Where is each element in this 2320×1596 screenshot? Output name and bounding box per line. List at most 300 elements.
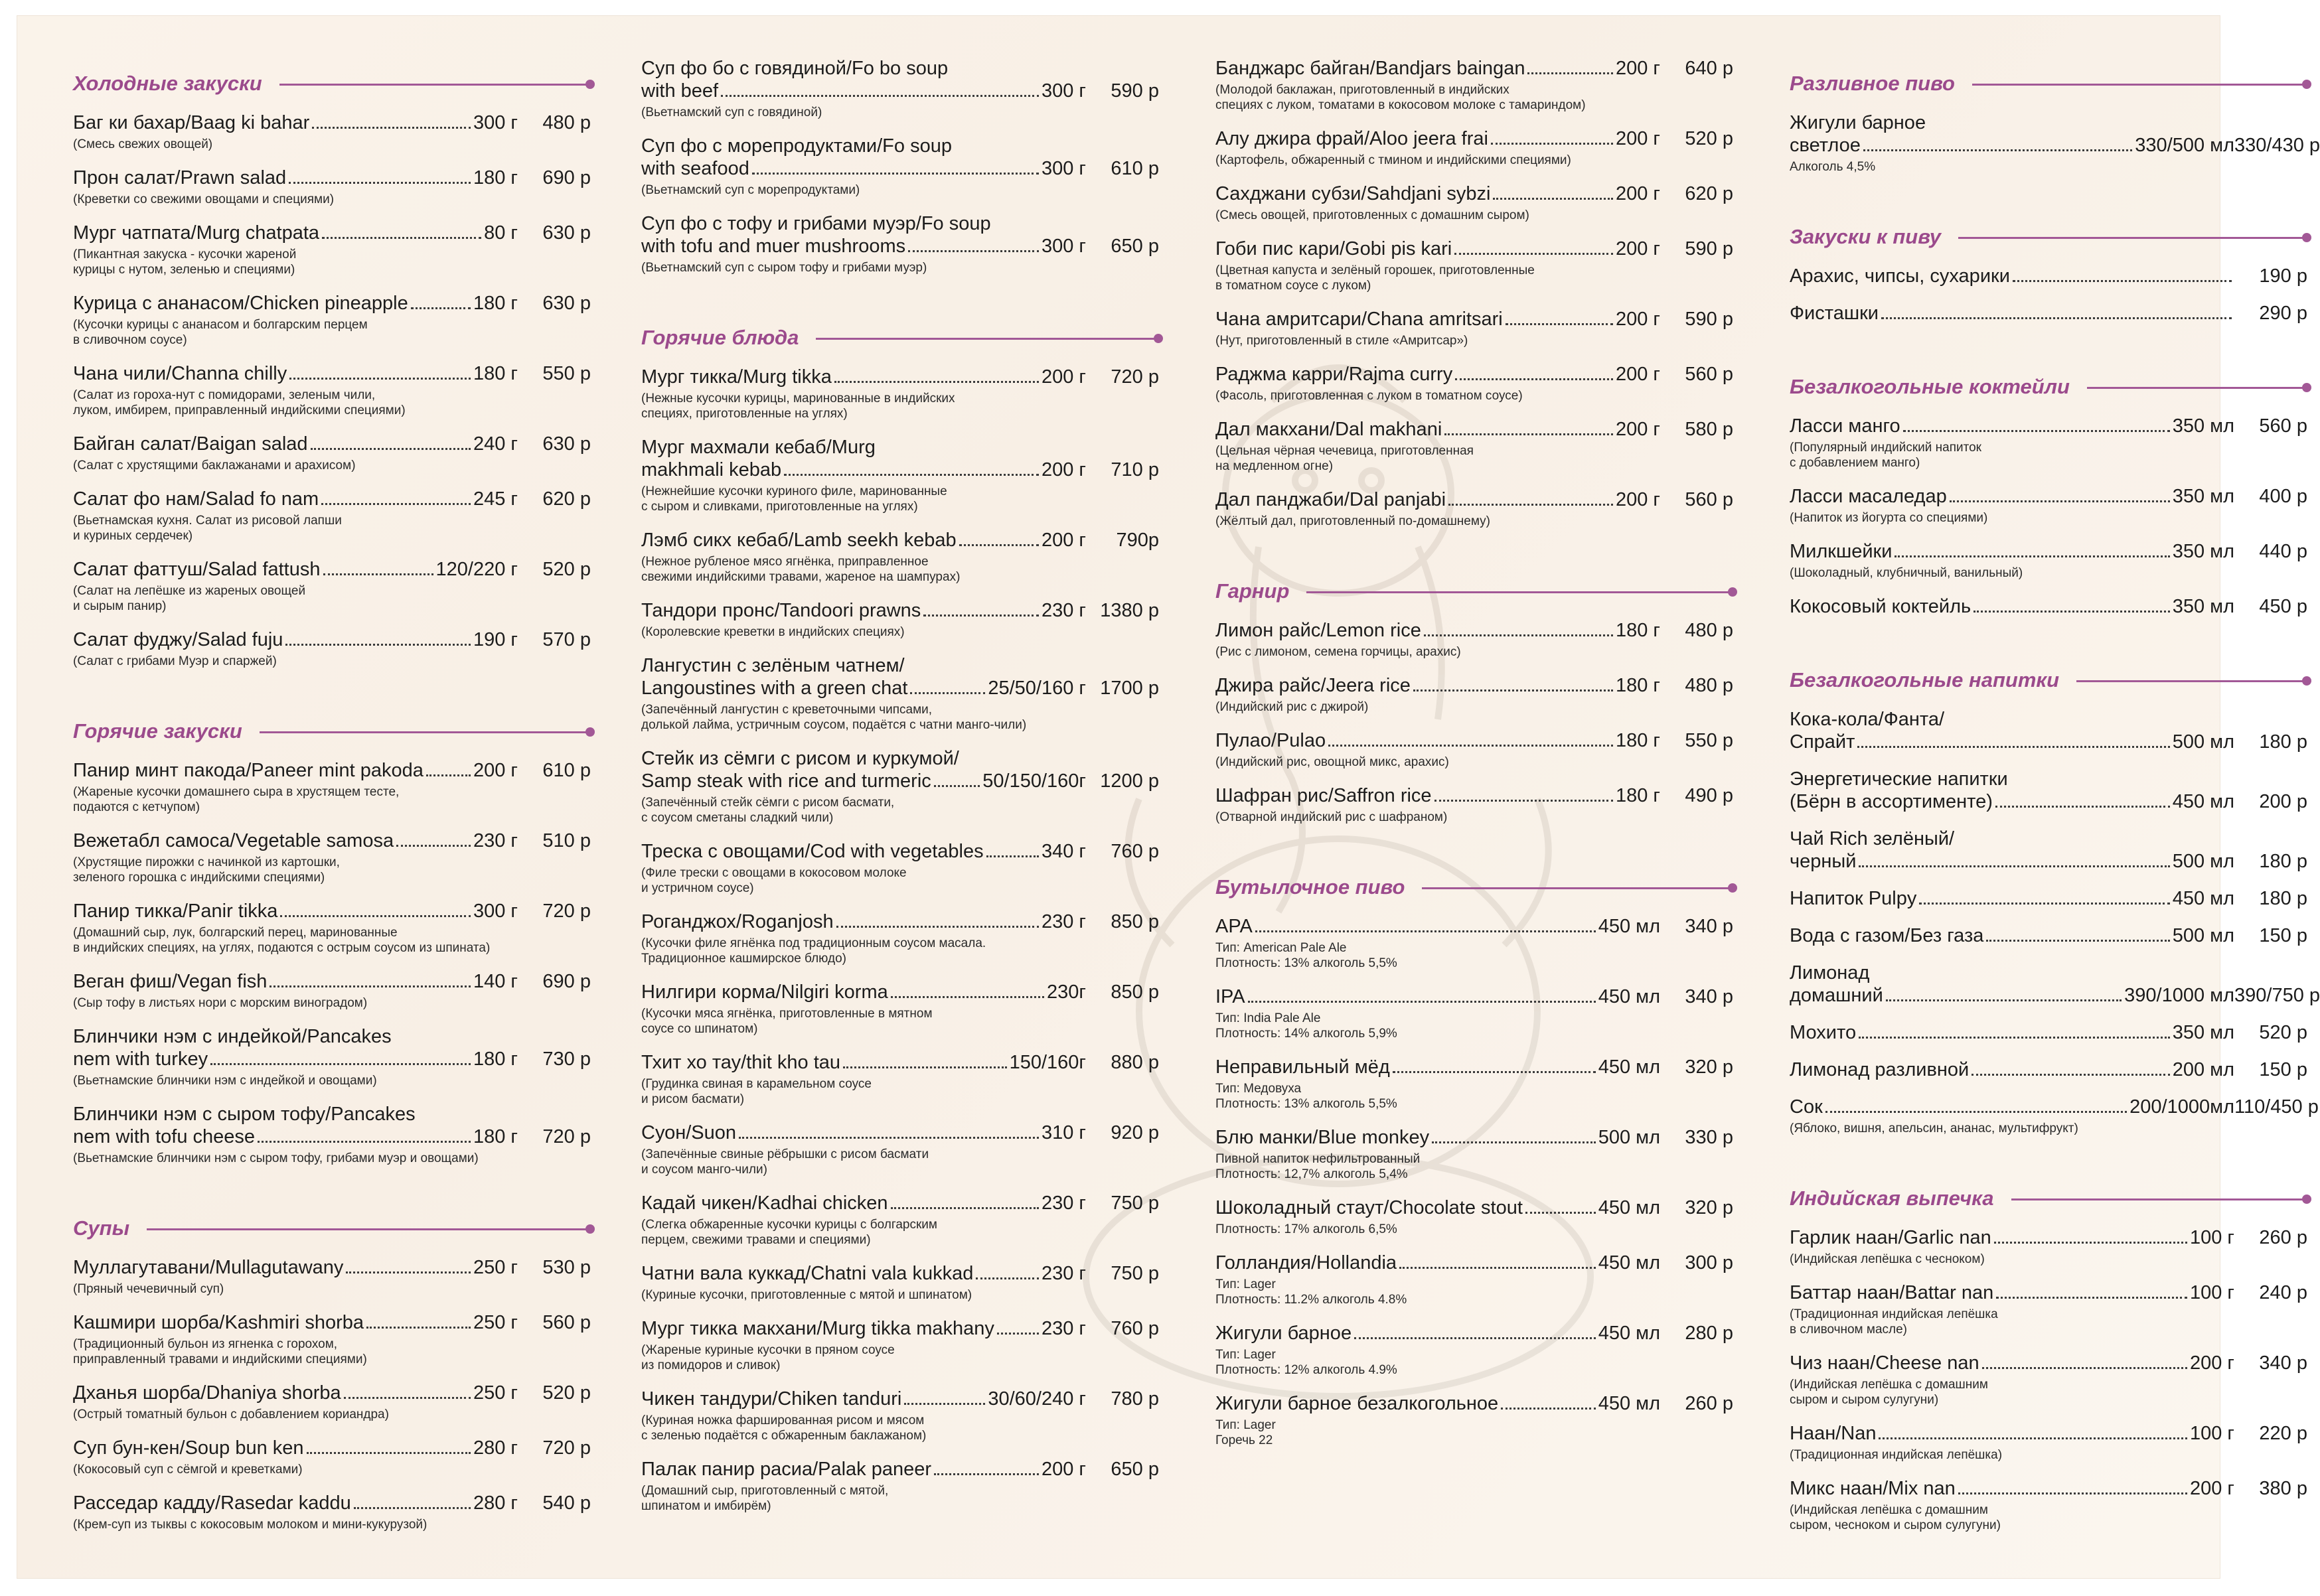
item-row	[73, 1437, 591, 1459]
item-description: (Индийский рис, овощной микс, арахис)	[1215, 755, 1449, 769]
section-heading	[1790, 222, 2307, 252]
item-price: 690 р	[542, 167, 591, 188]
item-quantity: 500 мл	[2172, 731, 2234, 753]
dot-leader	[1525, 1212, 1596, 1214]
item-price: 560 р	[542, 1312, 591, 1333]
item-description: (Салат из гороха-нут с помидорами, зеленым чили, луком, имбирем, приправленный индийскими специями)	[73, 388, 406, 417]
item-description: (Напиток из йогурта со специями)	[1790, 511, 1988, 525]
item-price: 280 р	[1685, 1323, 1733, 1344]
item-price: 590 р	[1685, 238, 1733, 259]
item-name: Чатни вала куккад/Chatni vala kukkad	[641, 1263, 974, 1284]
item-row	[73, 1256, 591, 1279]
item-price: 720 р	[1111, 366, 1159, 388]
item-description: (Салат с хрустящими баклажанами и арахисом)	[73, 459, 356, 472]
item-name-line: Лимонад	[1790, 962, 1870, 983]
dot-leader	[366, 1327, 471, 1329]
item-price: 180 р	[2259, 731, 2307, 753]
menu-page	[17, 16, 2320, 1578]
menu-item	[73, 1492, 591, 1532]
dot-leader	[1859, 865, 2169, 867]
item-quantity: 30/60/240 г	[988, 1388, 1086, 1410]
item-name: Гоби пис кари/Gobi pis kari	[1215, 238, 1452, 259]
item-price: 710 р	[1111, 459, 1159, 480]
dot-leader	[1393, 1071, 1596, 1073]
item-quantity: 200 г	[1615, 238, 1660, 259]
item-quantity: 200 мл	[2172, 1059, 2234, 1080]
dot-leader	[396, 845, 471, 847]
item-name-line: Суп фо с тофу и грибами муэр/Fo soup	[641, 213, 991, 234]
item-price: 550 р	[542, 363, 591, 384]
item-name-line: Мург махмали кебаб/Murg	[641, 437, 876, 458]
item-description: (Индийская лепёшка с домашним сыром и сыром сулугуни)	[1790, 1378, 1988, 1407]
item-price: 690 р	[542, 971, 591, 992]
item-row	[641, 459, 1159, 481]
item-name: Спрайт	[1790, 731, 1855, 753]
item-name: Салат фуджу/Salad fuju	[73, 629, 283, 650]
item-name: Samp steak with rice and turmeric	[641, 770, 931, 792]
item-name: Ласси масаледар	[1790, 486, 1947, 507]
section-title: Супы	[73, 1216, 130, 1240]
item-price: 520 р	[542, 559, 591, 580]
item-row	[1790, 415, 2307, 437]
section-divider	[147, 1228, 591, 1230]
dot-leader	[1424, 634, 1613, 636]
item-price: 150 р	[2259, 925, 2307, 946]
item-name: Чана амритсари/Chana amritsari	[1215, 309, 1503, 330]
dot-leader	[784, 474, 1039, 476]
item-price: 260 р	[2259, 1227, 2307, 1248]
section-spacer	[1215, 839, 1733, 861]
item-quantity: 230 г	[1041, 911, 1086, 932]
menu-column-2	[641, 57, 1159, 1528]
item-price: 620 р	[1685, 183, 1733, 204]
menu-item	[1215, 1322, 1733, 1378]
item-name: Суп бун-кен/Soup bun ken	[73, 1437, 304, 1459]
dot-leader	[1903, 430, 2170, 432]
item-description: (Сыр тофу в листьях нори с морским виноградом)	[73, 996, 368, 1010]
item-price: 560 р	[1685, 489, 1733, 510]
section-title: Холодные закуски	[73, 72, 262, 95]
dot-leader	[910, 692, 985, 694]
item-description: (Салат с грибами Муэр и спаржей)	[73, 654, 277, 668]
dot-leader	[1527, 72, 1613, 74]
item-quantity: 300 г	[473, 112, 518, 133]
item-name: nem with turkey	[73, 1049, 208, 1070]
item-quantity: 80 г	[484, 222, 518, 244]
item-name: Жигули барное безалкогольное	[1215, 1393, 1499, 1414]
item-name: Салат фо нам/Salad fo nam	[73, 488, 319, 510]
menu-item	[1790, 768, 2307, 813]
item-quantity: 180 г	[1615, 730, 1660, 751]
menu-item	[1215, 182, 1733, 223]
item-quantity: 200 г	[1615, 364, 1660, 385]
item-price: 640 р	[1685, 58, 1733, 79]
item-price: 630 р	[542, 293, 591, 314]
item-name: Тандори пронс/Tandoori prawns	[641, 600, 921, 621]
item-name: Микс наан/Mix nan	[1790, 1478, 1956, 1499]
item-name: APA	[1215, 916, 1253, 937]
item-quantity: 200 г	[1041, 366, 1086, 388]
item-row	[641, 910, 1159, 933]
dot-leader	[739, 1137, 1039, 1139]
item-price: 1200 р	[1100, 770, 1159, 792]
dot-leader	[270, 985, 471, 987]
menu-item	[73, 759, 591, 815]
item-row	[73, 292, 591, 315]
item-description: (Шоколадный, клубничный, ванильный)	[1790, 566, 2023, 580]
item-price: 650 р	[1111, 1459, 1159, 1480]
dot-leader	[289, 182, 471, 184]
item-price: 380 р	[2259, 1478, 2307, 1499]
item-price: 560 р	[1685, 364, 1733, 385]
item-row	[641, 599, 1159, 622]
item-name: Роганджох/Roganjosh	[641, 911, 834, 932]
item-description: (Куриные кусочки, приготовленные с мятой и шпинатом)	[641, 1288, 972, 1302]
item-description: (Вьетнамский суп с говядиной)	[641, 106, 822, 119]
menu-item	[1790, 1058, 2307, 1081]
item-name: Курица с ананасом/Chicken pineapple	[73, 293, 408, 314]
menu-item	[1790, 1226, 2307, 1267]
item-price: 190 р	[2259, 265, 2307, 287]
item-description: (Крем-суп из тыквы с кокосовым молоком и мини-кукурузой)	[73, 1518, 427, 1532]
item-quantity: 250 г	[473, 1312, 518, 1333]
menu-section	[1215, 839, 1733, 1448]
dot-leader	[1354, 1337, 1596, 1339]
item-name: Вежетабл самоса/Vegetable samosa	[73, 830, 394, 851]
menu-item	[73, 1025, 591, 1088]
section-title: Горячие блюда	[641, 326, 799, 349]
menu-item	[1790, 828, 2307, 873]
dot-leader	[312, 127, 471, 129]
menu-section	[1790, 339, 2307, 618]
item-description: (Слегка обжаренные кусочки курицы с болгарским перцем, свежими травами и специями)	[641, 1218, 937, 1247]
section-spacer	[641, 290, 1159, 311]
item-name-line: Блинчики нэм с сыром тофу/Pancakes	[73, 1104, 416, 1125]
item-description: (Смесь овощей, приготовленных с домашним сыром)	[1215, 208, 1529, 222]
item-name: nem with tofu cheese	[73, 1126, 256, 1147]
dot-leader	[1399, 1267, 1596, 1269]
section-divider	[1958, 237, 2307, 239]
item-price: 220 р	[2259, 1423, 2307, 1444]
item-price: 520 р	[1685, 128, 1733, 149]
item-name: Сок	[1790, 1096, 1823, 1118]
item-description: (Запечённый стейк сёмги с рисом басмати, с соусом сметаны сладкий чили)	[641, 796, 895, 825]
dot-leader	[904, 1403, 985, 1405]
dot-leader	[1982, 1367, 2187, 1369]
item-description: (Популярный индийский напиток с добавлением манго)	[1790, 441, 1981, 470]
section-divider-dot	[1728, 883, 1737, 893]
item-row	[1790, 1352, 2307, 1374]
item-description: (Вьетнамская кухня. Салат из рисовой лапши и куриных сердечек)	[73, 514, 342, 543]
menu-section	[641, 290, 1159, 1514]
item-quantity: 140 г	[473, 971, 518, 992]
item-name: Баттар наан/Battar nan	[1790, 1282, 1994, 1303]
section-title: Безалкогольные коктейли	[1790, 375, 2070, 398]
item-name: Арахис, чипсы, сухарики	[1790, 265, 2010, 287]
item-description: Пивной напиток нефильтрованный Плотность: 12,7% алкоголь 5,4%	[1215, 1152, 1421, 1181]
item-row	[1790, 731, 2307, 753]
menu-item	[1215, 729, 1733, 770]
item-quantity: 330/500 мл	[2135, 135, 2234, 156]
item-description: (Филе трески с овощами в кокосовом молоке и устричном соусе)	[641, 866, 907, 895]
dot-leader	[321, 503, 471, 505]
dot-leader	[344, 1397, 471, 1399]
item-description: (Хрустящие пирожки с начинкой из картошки, зеленого горошка с индийскими специями)	[73, 855, 340, 885]
item-price: 340 р	[1685, 916, 1733, 937]
item-row	[73, 900, 591, 922]
item-name: with tofu and muer mushrooms	[641, 236, 906, 257]
item-name: Langoustines with a green chat	[641, 678, 908, 699]
item-price: 570 р	[542, 629, 591, 650]
item-price: 240 р	[2259, 1282, 2307, 1303]
menu-item	[1790, 708, 2307, 753]
item-price: 720 р	[542, 901, 591, 922]
section-heading	[1215, 873, 1733, 902]
item-description: Плотность: 17% алкоголь 6,5%	[1215, 1222, 1397, 1236]
item-row	[1790, 1058, 2307, 1081]
item-price: 720 р	[542, 1126, 591, 1147]
item-quantity: 450 мл	[2172, 888, 2234, 909]
item-price: 650 р	[1111, 236, 1159, 257]
menu-item	[641, 910, 1159, 966]
dot-leader	[959, 544, 1039, 546]
item-quantity: 500 мл	[2172, 925, 2234, 946]
menu-item	[641, 840, 1159, 896]
dot-leader	[426, 774, 471, 776]
section-title: Гарнир	[1215, 579, 1290, 603]
item-quantity: 120/220 г	[435, 559, 518, 580]
section-divider-dot	[2302, 676, 2311, 686]
item-price: 330 р	[1685, 1127, 1733, 1148]
item-name: Дал макхани/Dal makhani	[1215, 419, 1442, 440]
section-divider-dot	[585, 80, 595, 89]
item-row	[641, 1317, 1159, 1340]
item-row	[1790, 302, 2307, 325]
dot-leader	[1413, 689, 1613, 691]
menu-section	[1790, 1151, 2307, 1533]
section-heading	[73, 1214, 591, 1243]
item-price: 630 р	[542, 433, 591, 455]
item-price: 490 р	[1685, 785, 1733, 806]
menu-section	[1790, 632, 2320, 1136]
menu-item	[1215, 418, 1733, 474]
dot-leader	[1950, 500, 2170, 502]
item-quantity: 180 г	[473, 1049, 518, 1070]
item-quantity: 350 мл	[2172, 596, 2234, 617]
item-row	[1790, 1096, 2319, 1118]
menu-item	[1215, 1197, 1733, 1237]
section-title: Бутылочное пиво	[1215, 875, 1405, 899]
item-name: Жигули барное	[1215, 1323, 1352, 1344]
dot-leader	[891, 996, 1044, 998]
dot-leader	[752, 173, 1039, 175]
menu-item	[641, 57, 1159, 120]
menu-section	[641, 57, 1159, 275]
section-spacer	[1790, 632, 2307, 654]
dot-leader	[908, 250, 1039, 252]
item-description: Алкоголь 4,5%	[1790, 160, 1876, 174]
section-title: Безалкогольные напитки	[1790, 668, 2060, 691]
item-name: Прон салат/Prawn salad	[73, 167, 287, 188]
item-description: (Картофель, обжаренный с тмином и индийскими специями)	[1215, 153, 1571, 167]
menu-item	[1790, 962, 2320, 1007]
item-name: Чана чили/Channa chilly	[73, 363, 287, 384]
section-divider	[2076, 680, 2307, 682]
item-name: Напиток Pulpy	[1790, 888, 1917, 909]
item-quantity: 310 г	[1041, 1122, 1086, 1143]
item-row	[1790, 265, 2307, 287]
item-quantity: 350 мл	[2172, 486, 2234, 507]
section-heading	[73, 69, 591, 98]
item-row	[1215, 182, 1733, 205]
menu-item	[1215, 1252, 1733, 1307]
item-quantity: 300 г	[473, 901, 518, 922]
item-row	[1215, 57, 1733, 80]
dot-leader	[1919, 903, 2169, 905]
item-price: 610 р	[542, 760, 591, 781]
item-quantity: 230г	[1047, 981, 1086, 1003]
item-name: Дал панджаби/Dal panjabi	[1215, 489, 1446, 510]
item-row	[73, 1382, 591, 1404]
item-row	[641, 80, 1159, 102]
dot-leader	[1454, 253, 1613, 255]
dot-leader	[1448, 504, 1613, 506]
item-name: Ласси манго	[1790, 415, 1900, 437]
item-row	[641, 1192, 1159, 1214]
menu-item	[73, 362, 591, 418]
dot-leader	[1895, 555, 2169, 557]
item-row	[1215, 488, 1733, 511]
item-quantity: 250 г	[473, 1257, 518, 1278]
menu-item	[1215, 1392, 1733, 1448]
item-row	[73, 558, 591, 581]
item-price: 200 р	[2259, 791, 2307, 812]
item-name: (Бёрн в ассортименте)	[1790, 791, 1993, 812]
item-name-line: Жигули барное	[1790, 112, 1926, 133]
item-description: (Острый томатный бульон с добавлением кориандра)	[73, 1408, 389, 1421]
dot-leader	[1886, 999, 2122, 1001]
section-title: Горячие закуски	[73, 719, 242, 743]
menu-section	[1215, 544, 1733, 825]
item-row	[73, 970, 591, 993]
item-quantity: 230 г	[1041, 1263, 1086, 1284]
item-quantity: 200 г	[1615, 419, 1660, 440]
item-row	[641, 157, 1159, 180]
item-price: 450 р	[2259, 596, 2307, 617]
item-price: 440 р	[2259, 541, 2307, 562]
item-price: 180 р	[2259, 888, 2307, 909]
item-row	[1790, 887, 2307, 910]
item-description: Тип: India Pale Ale Плотность: 14% алкоголь 5,9%	[1215, 1011, 1397, 1041]
item-row	[1790, 485, 2307, 508]
item-price: 520 р	[2259, 1022, 2307, 1043]
menu-item	[641, 981, 1159, 1037]
dot-leader	[1493, 198, 1613, 200]
menu-section	[1790, 189, 2307, 325]
item-row	[1215, 418, 1733, 441]
item-name: Пулао/Pulao	[1215, 730, 1326, 751]
item-quantity: 300 г	[1041, 80, 1086, 102]
item-price: 330/430 р	[2234, 135, 2320, 156]
dot-leader	[323, 573, 433, 575]
item-row	[1215, 915, 1733, 938]
menu-item	[1790, 887, 2307, 910]
item-price: 320 р	[1685, 1197, 1733, 1218]
item-name: with beef	[641, 80, 719, 102]
dot-leader	[986, 855, 1039, 857]
item-price: 920 р	[1111, 1122, 1159, 1143]
item-price: 320 р	[1685, 1056, 1733, 1078]
dot-leader	[1825, 1111, 2127, 1113]
menu-item	[73, 628, 591, 669]
item-price: 850 р	[1111, 911, 1159, 932]
menu-item	[1790, 1281, 2307, 1337]
item-row	[1790, 540, 2307, 563]
section-title: Закуски к пиву	[1790, 225, 1941, 248]
item-price: 880 р	[1111, 1052, 1159, 1073]
item-quantity: 450 мл	[1598, 986, 1660, 1007]
item-description: Тип: Lager Плотность: 11.2% алкоголь 4.8%	[1215, 1277, 1407, 1307]
item-quantity: 180 г	[1615, 620, 1660, 641]
menu-item	[73, 1382, 591, 1422]
item-quantity: 450 мл	[1598, 1393, 1660, 1414]
dot-leader	[923, 615, 1039, 617]
item-description: (Традиционная индийская лепёшка)	[1790, 1448, 2003, 1462]
item-name: Суон/Suon	[641, 1122, 737, 1143]
item-name: Салат фаттуш/Salad fattush	[73, 559, 321, 580]
section-spacer	[1790, 339, 2307, 360]
menu-item	[641, 1262, 1159, 1303]
item-quantity: 450 мл	[1598, 1252, 1660, 1273]
item-description: (Отварной индийский рис с шафраном)	[1215, 810, 1448, 824]
item-row	[641, 1051, 1159, 1074]
menu-section	[73, 1181, 591, 1532]
item-name: Мохито	[1790, 1022, 1857, 1043]
item-quantity: 450 мл	[1598, 1197, 1660, 1218]
menu-item	[1790, 1477, 2307, 1533]
item-row	[1215, 363, 1733, 386]
section-divider	[2011, 1198, 2307, 1200]
item-price: 180 р	[2259, 851, 2307, 872]
item-name: Мург чатпата/Murg chatpata	[73, 222, 320, 244]
section-divider-dot	[2302, 233, 2311, 242]
item-price: 750 р	[1111, 1263, 1159, 1284]
menu-item	[641, 1051, 1159, 1107]
item-row	[73, 1492, 591, 1514]
item-description: Тип: Lager Плотность: 12% алкоголь 4.9%	[1215, 1348, 1397, 1377]
item-quantity: 230 г	[1041, 1193, 1086, 1214]
item-quantity: 50/150/160г	[982, 770, 1086, 792]
item-price: 1700 р	[1100, 678, 1159, 699]
item-row	[73, 167, 591, 189]
section-heading	[641, 323, 1159, 352]
item-row	[73, 1311, 591, 1334]
item-price: 540 р	[542, 1492, 591, 1514]
item-name: Тхит хо тау/thit kho tau	[641, 1052, 841, 1073]
item-name-line: Суп фо бо с говядиной/Fo bo soup	[641, 58, 949, 79]
item-row	[73, 111, 591, 134]
menu-item	[641, 1122, 1159, 1177]
dot-leader	[1432, 1141, 1596, 1143]
item-price: 720 р	[542, 1437, 591, 1459]
dot-leader	[843, 1066, 1007, 1068]
menu-item	[1215, 915, 1733, 971]
item-row	[1790, 1281, 2307, 1304]
item-row	[641, 366, 1159, 388]
item-row	[641, 677, 1159, 699]
item-description: (Индийская лепёшка с чесноком)	[1790, 1252, 1985, 1266]
item-description: (Кусочки курицы с ананасом и болгарским перцем в сливочном соусе)	[73, 318, 368, 347]
